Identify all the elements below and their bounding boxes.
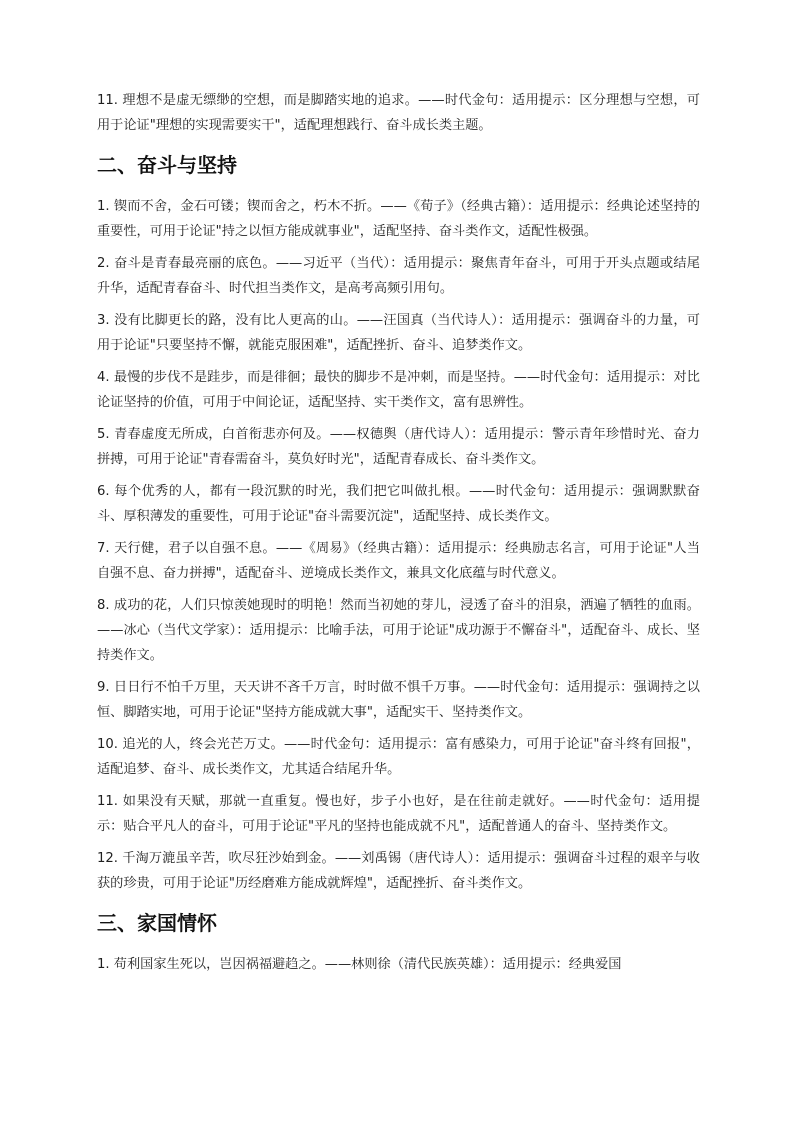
quote-paragraph: 5. 青春虚度无所成，白首衔悲亦何及。——权德舆（唐代诗人）：适用提示：警示青年珍惜时光、奋力拼搏，可用于论证"青春需奋斗，莫负好时光"，适配青春成长、奋斗类作文。 xyxy=(97,427,700,467)
section-heading-struggle: 二、奋斗与坚持 xyxy=(97,153,237,177)
document-page xyxy=(97,88,700,984)
quote-paragraph: 11. 如果没有天赋，那就一直重复。慢也好，步子小也好，是在往前走就好。——时代金句：适用提示：贴合平凡人的奋斗，可用于论证"平凡的坚持也能成就不凡"，适配普通人的奋斗、坚持类作文。 xyxy=(97,794,700,834)
quote-paragraph: 12. 千淘万漉虽辛苦，吹尽狂沙始到金。——刘禹锡（唐代诗人）：适用提示：强调奋斗过程的艰辛与收获的珍贵，可用于论证"历经磨难方能成就辉煌"，适配挫折、奋斗类作文。 xyxy=(97,851,700,891)
quote-paragraph: 4. 最慢的步伐不是跬步，而是徘徊；最快的脚步不是冲刺，而是坚持。——时代金句：适用提示：对比论证坚持的价值，可用于中间论证，适配坚持、实干类作文，富有思辨性。 xyxy=(97,370,700,410)
quote-paragraph: 1. 苟利国家生死以，岂因祸福避趋之。——林则徐（清代民族英雄）：适用提示：经典爱国 xyxy=(97,957,622,972)
quote-paragraph: 1. 锲而不舍，金石可镂；锲而舍之，朽木不折。——《荀子》（经典古籍）：适用提示：经典论述坚持的重要性，可用于论证"持之以恒方能成就事业"，适配坚持、奋斗类作文，适配性极强。 xyxy=(97,199,700,239)
quote-paragraph: 10. 追光的人，终会光芒万丈。——时代金句：适用提示：富有感染力，可用于论证"奋斗终有回报"，适配追梦、奋斗、成长类作文，尤其适合结尾升华。 xyxy=(97,737,700,777)
quote-paragraph: 11. 理想不是虚无缥缈的空想，而是脚踏实地的追求。——时代金句：适用提示：区分理想与空想，可用于论证"理想的实现需要实干"，适配理想践行、奋斗成长类主题。 xyxy=(97,93,700,133)
section-heading-patriotism: 三、家国情怀 xyxy=(97,911,217,935)
quote-paragraph: 3. 没有比脚更长的路，没有比人更高的山。——汪国真（当代诗人）：适用提示：强调奋斗的力量，可用于论证"只要坚持不懈，就能克服困难"，适配挫折、奋斗、追梦类作文。 xyxy=(97,313,700,353)
quote-paragraph: 7. 天行健，君子以自强不息。——《周易》（经典古籍）：适用提示：经典励志名言，可用于论证"人当自强不息、奋力拼搏"，适配奋斗、逆境成长类作文，兼具文化底蕴与时代意义。 xyxy=(97,541,700,581)
quote-paragraph: 6. 每个优秀的人，都有一段沉默的时光，我们把它叫做扎根。——时代金句：适用提示：强调默默奋斗、厚积薄发的重要性，可用于论证"奋斗需要沉淀"，适配坚持、成长类作文。 xyxy=(97,484,700,524)
quote-paragraph: 8. 成功的花，人们只惊羡她现时的明艳！然而当初她的芽儿，浸透了奋斗的泪泉，洒遍了牺牲的血雨。——冰心（当代文学家）：适用提示：比喻手法，可用于论证"成功源于不懈奋斗"，适配奋斗、成长、坚持类作文。 xyxy=(97,598,700,663)
quote-paragraph: 2. 奋斗是青春最亮丽的底色。——习近平（当代）：适用提示：聚焦青年奋斗，可用于开头点题或结尾升华，适配青春奋斗、时代担当类作文，是高考高频引用句。 xyxy=(97,256,700,296)
quote-paragraph: 9. 日日行不怕千万里，天天讲不吝千万言，时时做不惧千万事。——时代金句：适用提示：强调持之以恒、脚踏实地，可用于论证"坚持方能成就大事"，适配实干、坚持类作文。 xyxy=(97,680,700,720)
